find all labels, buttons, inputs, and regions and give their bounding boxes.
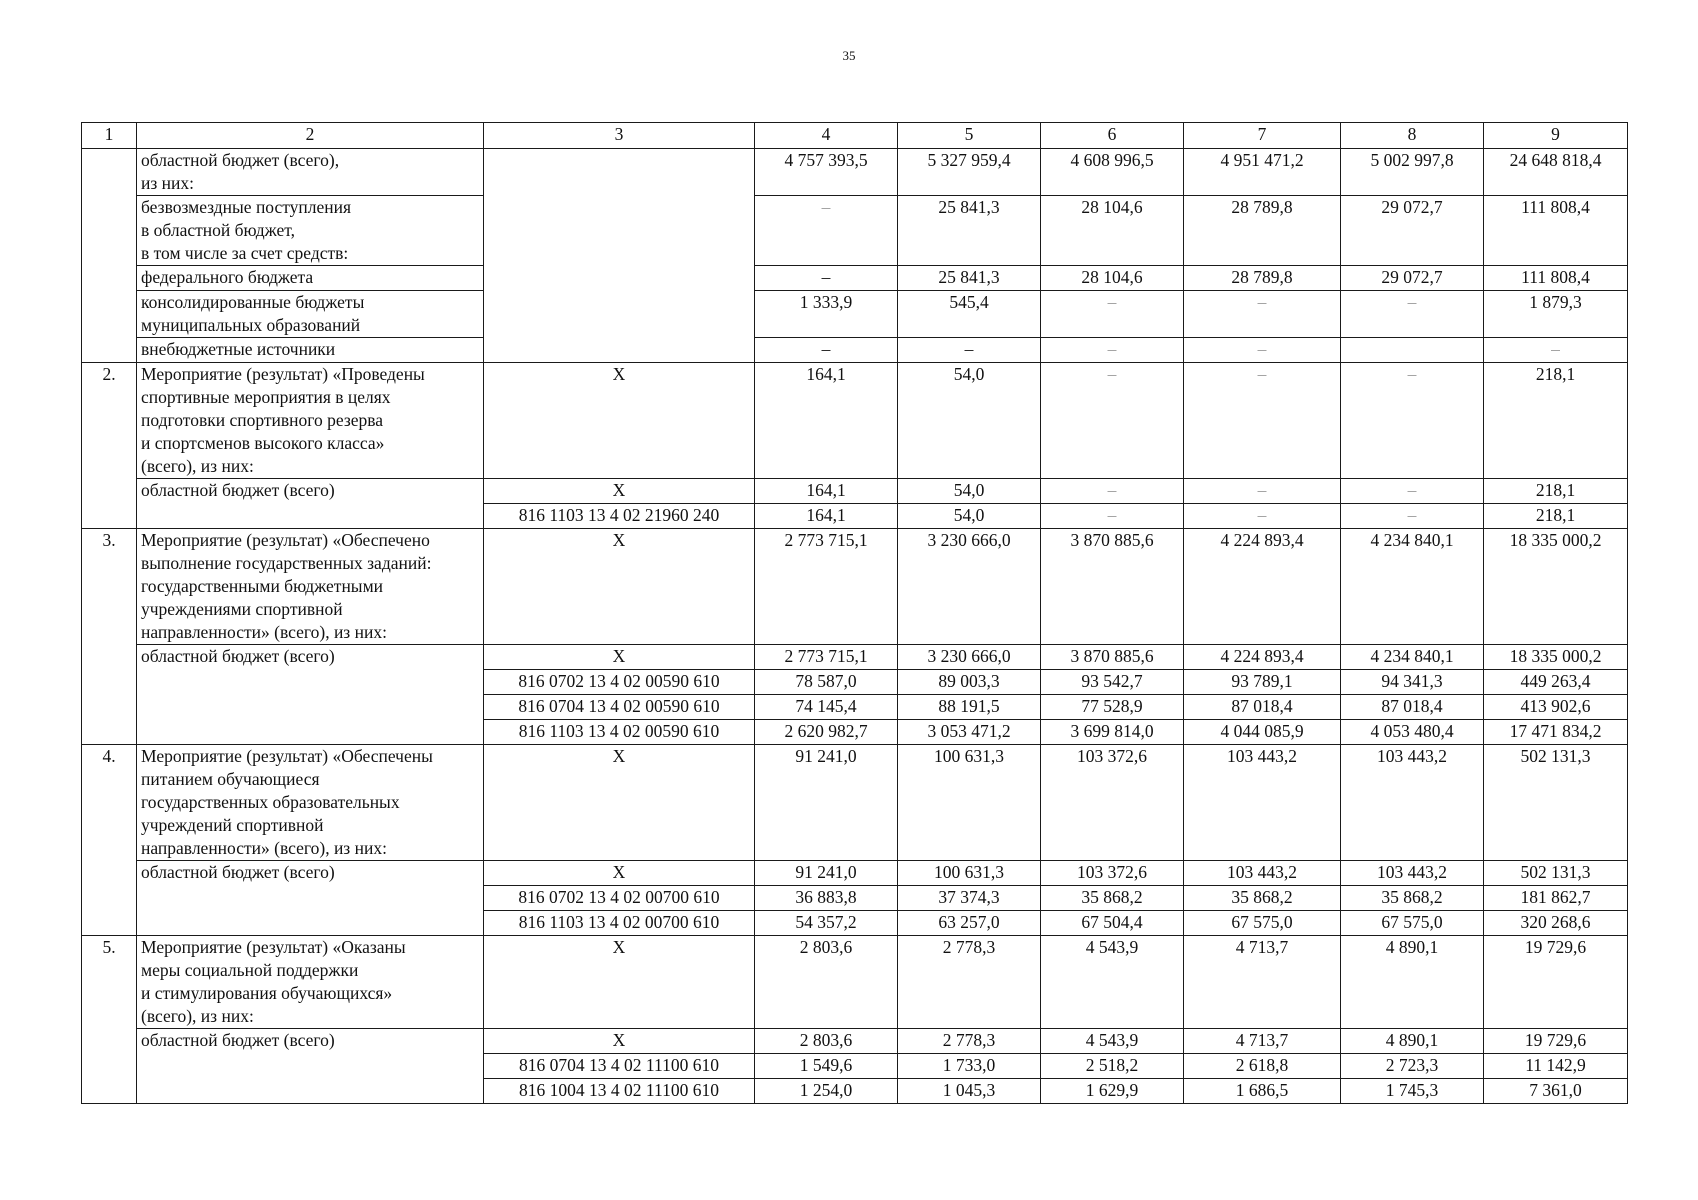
value-cell: 4 234 840,1: [1341, 529, 1484, 645]
value-cell: 54,0: [898, 479, 1041, 504]
value-cell: 11 142,9: [1484, 1054, 1628, 1079]
table-row: [82, 645, 1628, 670]
value-cell: 1 045,3: [898, 1079, 1041, 1104]
table-row: [82, 266, 1628, 291]
row-name: областной бюджет (всего): [137, 1029, 484, 1104]
value-cell: 3 230 666,0: [898, 645, 1041, 670]
page-number: 35: [842, 48, 856, 63]
value-cell: 1 629,9: [1041, 1079, 1184, 1104]
value-cell: 91 241,0: [755, 861, 898, 886]
value-cell: –: [1041, 504, 1184, 529]
budget-code: X: [484, 1029, 755, 1054]
value-cell: 94 341,3: [1341, 670, 1484, 695]
table-row: [82, 196, 1628, 266]
value-cell: 1 879,3: [1484, 291, 1628, 338]
budget-code: X: [484, 479, 755, 504]
value-cell: 164,1: [755, 479, 898, 504]
value-cell: 36 883,8: [755, 886, 898, 911]
value-cell: 4 053 480,4: [1341, 720, 1484, 745]
value-cell: 5 002 997,8: [1341, 149, 1484, 196]
budget-code: 816 1103 13 4 02 00700 610: [484, 911, 755, 936]
value-cell: 4 224 893,4: [1184, 645, 1341, 670]
value-cell: 1 733,0: [898, 1054, 1041, 1079]
value-cell: 4 713,7: [1184, 936, 1341, 1029]
value-cell: 35 868,2: [1041, 886, 1184, 911]
value-cell: 1 549,6: [755, 1054, 898, 1079]
header-cell: 4: [755, 123, 898, 149]
budget-code: 816 0702 13 4 02 00700 610: [484, 886, 755, 911]
value-cell: 37 374,3: [898, 886, 1041, 911]
value-cell: 25 841,3: [898, 266, 1041, 291]
value-cell: 29 072,7: [1341, 266, 1484, 291]
table-row: [82, 291, 1628, 338]
value-cell: 3 870 885,6: [1041, 529, 1184, 645]
value-cell: 4 224 893,4: [1184, 529, 1341, 645]
value-cell: 4 890,1: [1341, 936, 1484, 1029]
value-cell: 4 951 471,2: [1184, 149, 1341, 196]
item-number: [82, 149, 137, 363]
value-cell: 3 870 885,6: [1041, 645, 1184, 670]
value-cell: 67 504,4: [1041, 911, 1184, 936]
value-cell: 2 778,3: [898, 1029, 1041, 1054]
value-cell: 2 773 715,1: [755, 529, 898, 645]
value-cell: 5 327 959,4: [898, 149, 1041, 196]
value-cell: 4 608 996,5: [1041, 149, 1184, 196]
row-name: внебюджетные источники: [137, 338, 484, 363]
budget-code: X: [484, 936, 755, 1029]
row-name: областной бюджет (всего): [137, 861, 484, 936]
value-cell: –: [1184, 291, 1341, 338]
value-cell: 25 841,3: [898, 196, 1041, 266]
value-cell: –: [1484, 338, 1628, 363]
table-row: [82, 479, 1628, 504]
header-cell: 5: [898, 123, 1041, 149]
budget-code: 816 1103 13 4 02 21960 240: [484, 504, 755, 529]
budget-code: X: [484, 645, 755, 670]
value-cell: –: [1341, 479, 1484, 504]
header-cell: 7: [1184, 123, 1341, 149]
value-cell: 3 053 471,2: [898, 720, 1041, 745]
value-cell: –: [1041, 479, 1184, 504]
value-cell: 4 543,9: [1041, 1029, 1184, 1054]
value-cell: 93 542,7: [1041, 670, 1184, 695]
value-cell: –: [1341, 363, 1484, 479]
value-cell: 4 044 085,9: [1184, 720, 1341, 745]
value-cell: 91 241,0: [755, 745, 898, 861]
value-cell: 4 713,7: [1184, 1029, 1341, 1054]
value-cell: 2 773 715,1: [755, 645, 898, 670]
value-cell: 4 757 393,5: [755, 149, 898, 196]
item-number: 5.: [82, 936, 137, 1104]
budget-code: X: [484, 745, 755, 861]
value-cell: 1 686,5: [1184, 1079, 1341, 1104]
value-cell: 29 072,7: [1341, 196, 1484, 266]
table-row: [82, 745, 1628, 861]
value-cell: 111 808,4: [1484, 196, 1628, 266]
table-row: [82, 149, 1628, 196]
row-name: Мероприятие (результат) «Обеспечено выполнение государственных заданий: государственными бюджетными учреждениями спортивной направленности» (всего), из них:: [137, 529, 484, 645]
value-cell: 3 230 666,0: [898, 529, 1041, 645]
budget-table: [81, 122, 1628, 1104]
value-cell: 103 443,2: [1341, 745, 1484, 861]
budget-code: X: [484, 529, 755, 645]
value-cell: 218,1: [1484, 479, 1628, 504]
budget-code: X: [484, 861, 755, 886]
row-name: областной бюджет (всего): [137, 645, 484, 745]
value-cell: –: [1041, 291, 1184, 338]
value-cell: 4 234 840,1: [1341, 645, 1484, 670]
value-cell: 28 789,8: [1184, 266, 1341, 291]
value-cell: –: [1184, 504, 1341, 529]
value-cell: 181 862,7: [1484, 886, 1628, 911]
value-cell: –: [1041, 363, 1184, 479]
table-row: [82, 338, 1628, 363]
item-number: 3.: [82, 529, 137, 745]
header-cell: 9: [1484, 123, 1628, 149]
value-cell: 502 131,3: [1484, 861, 1628, 886]
value-cell: 24 648 818,4: [1484, 149, 1628, 196]
value-cell: [1341, 338, 1484, 363]
value-cell: 111 808,4: [1484, 266, 1628, 291]
value-cell: 67 575,0: [1341, 911, 1484, 936]
value-cell: 2 803,6: [755, 1029, 898, 1054]
value-cell: 28 789,8: [1184, 196, 1341, 266]
value-cell: 100 631,3: [898, 861, 1041, 886]
row-name: консолидированные бюджеты муниципальных образований: [137, 291, 484, 338]
item-number: 2.: [82, 363, 137, 529]
value-cell: 164,1: [755, 363, 898, 479]
value-cell: 103 372,6: [1041, 861, 1184, 886]
value-cell: 54,0: [898, 363, 1041, 479]
value-cell: 1 333,9: [755, 291, 898, 338]
table-row: [82, 1029, 1628, 1054]
value-cell: 74 145,4: [755, 695, 898, 720]
budget-code: 816 1004 13 4 02 11100 610: [484, 1079, 755, 1104]
row-name: федерального бюджета: [137, 266, 484, 291]
row-name: безвозмездные поступления в областной бюджет, в том числе за счет средств:: [137, 196, 484, 266]
value-cell: –: [1341, 291, 1484, 338]
row-name: Мероприятие (результат) «Обеспечены питанием обучающиеся государственных образовательных учреждений спортивной направленности» (всего), из них:: [137, 745, 484, 861]
budget-code: 816 1103 13 4 02 00590 610: [484, 720, 755, 745]
value-cell: 88 191,5: [898, 695, 1041, 720]
value-cell: 103 443,2: [1341, 861, 1484, 886]
header-cell: 6: [1041, 123, 1184, 149]
value-cell: 19 729,6: [1484, 1029, 1628, 1054]
value-cell: 502 131,3: [1484, 745, 1628, 861]
header-cell: 8: [1341, 123, 1484, 149]
table-row: [82, 529, 1628, 645]
row-name: Мероприятие (результат) «Проведены спортивные мероприятия в целях подготовки спортивного резерва и спортсменов высокого класса» (всего), из них:: [137, 363, 484, 479]
value-cell: 1 254,0: [755, 1079, 898, 1104]
value-cell: 4 543,9: [1041, 936, 1184, 1029]
value-cell: 2 618,8: [1184, 1054, 1341, 1079]
value-cell: 17 471 834,2: [1484, 720, 1628, 745]
value-cell: 1 745,3: [1341, 1079, 1484, 1104]
value-cell: 54,0: [898, 504, 1041, 529]
budget-code: [484, 149, 755, 363]
header-cell: 3: [484, 123, 755, 149]
value-cell: 18 335 000,2: [1484, 529, 1628, 645]
header-row: [82, 123, 1628, 149]
budget-code: 816 0702 13 4 02 00590 610: [484, 670, 755, 695]
budget-code: X: [484, 363, 755, 479]
value-cell: 3 699 814,0: [1041, 720, 1184, 745]
value-cell: –: [1041, 338, 1184, 363]
value-cell: 35 868,2: [1341, 886, 1484, 911]
value-cell: 2 803,6: [755, 936, 898, 1029]
value-cell: 218,1: [1484, 363, 1628, 479]
header-cell: 1: [82, 123, 137, 149]
value-cell: 87 018,4: [1184, 695, 1341, 720]
value-cell: 78 587,0: [755, 670, 898, 695]
value-cell: –: [1184, 479, 1341, 504]
value-cell: –: [755, 338, 898, 363]
row-name: областной бюджет (всего): [137, 479, 484, 529]
value-cell: 67 575,0: [1184, 911, 1341, 936]
value-cell: 4 890,1: [1341, 1029, 1484, 1054]
value-cell: 19 729,6: [1484, 936, 1628, 1029]
value-cell: 28 104,6: [1041, 266, 1184, 291]
value-cell: 320 268,6: [1484, 911, 1628, 936]
value-cell: –: [1341, 504, 1484, 529]
value-cell: 2 620 982,7: [755, 720, 898, 745]
value-cell: –: [755, 196, 898, 266]
table-row: [82, 861, 1628, 886]
header-cell: 2: [137, 123, 484, 149]
value-cell: 63 257,0: [898, 911, 1041, 936]
value-cell: 2 778,3: [898, 936, 1041, 1029]
value-cell: 103 372,6: [1041, 745, 1184, 861]
value-cell: 449 263,4: [1484, 670, 1628, 695]
budget-code: 816 0704 13 4 02 11100 610: [484, 1054, 755, 1079]
table-row: [82, 936, 1628, 1029]
value-cell: 413 902,6: [1484, 695, 1628, 720]
row-name: областной бюджет (всего), из них:: [137, 149, 484, 196]
item-number: 4.: [82, 745, 137, 936]
value-cell: 35 868,2: [1184, 886, 1341, 911]
value-cell: 93 789,1: [1184, 670, 1341, 695]
value-cell: 103 443,2: [1184, 745, 1341, 861]
value-cell: 100 631,3: [898, 745, 1041, 861]
value-cell: –: [1184, 338, 1341, 363]
value-cell: 18 335 000,2: [1484, 645, 1628, 670]
value-cell: 2 723,3: [1341, 1054, 1484, 1079]
budget-code: 816 0704 13 4 02 00590 610: [484, 695, 755, 720]
value-cell: –: [898, 338, 1041, 363]
value-cell: 87 018,4: [1341, 695, 1484, 720]
value-cell: 89 003,3: [898, 670, 1041, 695]
table-row: [82, 363, 1628, 479]
value-cell: 545,4: [898, 291, 1041, 338]
value-cell: 218,1: [1484, 504, 1628, 529]
row-name: Мероприятие (результат) «Оказаны меры социальной поддержки и стимулирования обучающихся» (всего), из них:: [137, 936, 484, 1029]
value-cell: –: [1184, 363, 1341, 479]
value-cell: 2 518,2: [1041, 1054, 1184, 1079]
value-cell: 54 357,2: [755, 911, 898, 936]
value-cell: 7 361,0: [1484, 1079, 1628, 1104]
value-cell: –: [755, 266, 898, 291]
value-cell: 164,1: [755, 504, 898, 529]
value-cell: 103 443,2: [1184, 861, 1341, 886]
value-cell: 28 104,6: [1041, 196, 1184, 266]
value-cell: 77 528,9: [1041, 695, 1184, 720]
